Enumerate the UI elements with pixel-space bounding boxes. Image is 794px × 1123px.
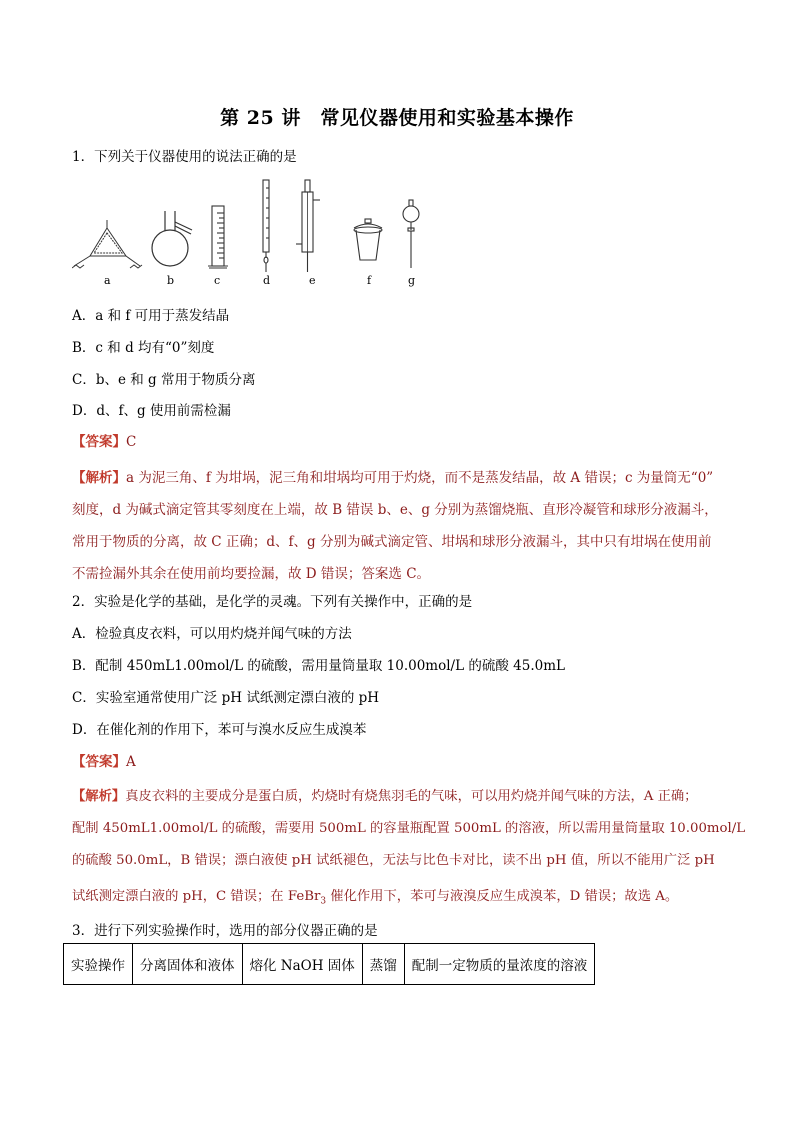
crucible-icon	[354, 219, 382, 260]
figure-label-c: c	[214, 274, 221, 287]
analysis-line: 的硫酸 50.0mL，B 错误；漂白液使 pH 试纸褪色，无法与比色卡对比，读不出 pH 值，所以不能用广泛 pH	[72, 853, 715, 868]
q1-option-b: B．c 和 d 均有“0”刻度	[72, 340, 215, 356]
analysis-text: 催化作用下，苯可与液溴反应生成溴苯，D 错误；故选 A。	[326, 889, 679, 904]
apparatus-drawing	[72, 178, 432, 290]
table-cell: 分离固体和液体	[133, 944, 243, 985]
table-cell: 配制一定物质的量浓度的溶液	[404, 944, 595, 985]
figure-label-f: f	[367, 274, 372, 287]
analysis-line: 配制 450mL1.00mol/L 的硫酸，需要用 500mL 的容量瓶配置 500mL 的溶液，所以需用量筒量取 10.00mol/L	[72, 821, 746, 836]
analysis-line: 真皮衣料的主要成分是蛋白质，灼烧时有烧焦羽毛的气味，可以用灼烧并闻气味的方法，A 正确；	[125, 789, 698, 804]
answer-value: C	[126, 434, 137, 450]
table-row	[64, 944, 595, 985]
analysis-tag: 【解析】	[72, 789, 126, 804]
answer-tag: 【答案】	[72, 434, 126, 450]
burette-icon	[263, 180, 269, 272]
figure-label-g: g	[408, 274, 416, 287]
table-cell: 蒸馏	[362, 944, 404, 985]
q1-option-d: D．d、f、g 使用前需检漏	[72, 403, 231, 419]
separatory-funnel-icon	[403, 200, 419, 268]
figure-label-e: e	[309, 274, 316, 287]
q1-analysis	[72, 462, 724, 590]
analysis-text: 试纸测定漂白液的 pH，C 错误；在 FeBr	[72, 889, 321, 904]
q1-option-c: C．b、e 和 g 常用于物质分离	[72, 372, 256, 388]
q2-stem: 2．实验是化学的基础，是化学的灵魂。下列有关操作中，正确的是	[72, 594, 473, 610]
analysis-line: 刻度，d 为碱式滴定管其零刻度在上端，故 B 错误 b、e、g 分别为蒸馏烧瓶、直形冷凝管和球形分液漏斗，	[72, 502, 718, 518]
q3-table	[63, 943, 595, 985]
condenser-icon	[296, 180, 320, 272]
analysis-line: 常用于物质的分离，故 C 正确；d、f、g 分别为碱式滴定管、坩埚和球形分液漏斗，其中只有坩埚在使用前	[72, 534, 712, 550]
answer-value: A	[126, 754, 136, 770]
q2-option-c: C．实验室通常使用广泛 pH 试纸测定漂白液的 pH	[72, 690, 380, 706]
clay-triangle-icon	[72, 220, 142, 268]
answer-tag: 【答案】	[72, 754, 126, 770]
q2-option-b: B．配制 450mL1.00mol/L 的硫酸，需用量筒量取 10.00mol/L 的硫酸 45.0mL	[72, 658, 565, 674]
distillation-flask-icon	[152, 211, 192, 266]
figure-label-b: b	[167, 274, 175, 287]
q2-option-d: D．在催化剂的作用下，苯可与溴水反应生成溴苯	[72, 722, 367, 738]
q2-option-a: A．检验真皮衣料，可以用灼烧并闻气味的方法	[72, 626, 352, 642]
subscript-3: 3	[320, 896, 327, 907]
figure-label-a: a	[104, 274, 111, 287]
table-cell: 熔化 NaOH 固体	[242, 944, 362, 985]
analysis-tag: 【解析】	[72, 470, 126, 486]
q1-stem: 1．下列关于仪器使用的说法正确的是	[72, 149, 297, 165]
q3-stem: 3．进行下列实验操作时，选用的部分仪器正确的是	[72, 923, 378, 939]
figure-label-d: d	[263, 274, 271, 287]
q1-apparatus-figure	[72, 178, 432, 290]
analysis-line	[72, 881, 724, 918]
analysis-line: 不需捡漏外其余在使用前均要捡漏，故 D 错误；答案选 C。	[72, 566, 431, 582]
graduated-cylinder-icon	[208, 206, 228, 268]
analysis-line: a 为泥三角、f 为坩埚，泥三角和坩埚均可用于灼烧，而不是蒸发结晶，故 A 错误；c 为量筒无“0”	[126, 470, 714, 486]
q2-answer	[72, 750, 136, 770]
page-title: 第 25 讲 常见仪器使用和实验基本操作	[220, 107, 574, 129]
q2-analysis	[72, 781, 746, 918]
table-cell: 实验操作	[64, 944, 133, 985]
q1-answer	[72, 430, 136, 450]
q1-option-a: A．a 和 f 可用于蒸发结晶	[72, 308, 230, 324]
